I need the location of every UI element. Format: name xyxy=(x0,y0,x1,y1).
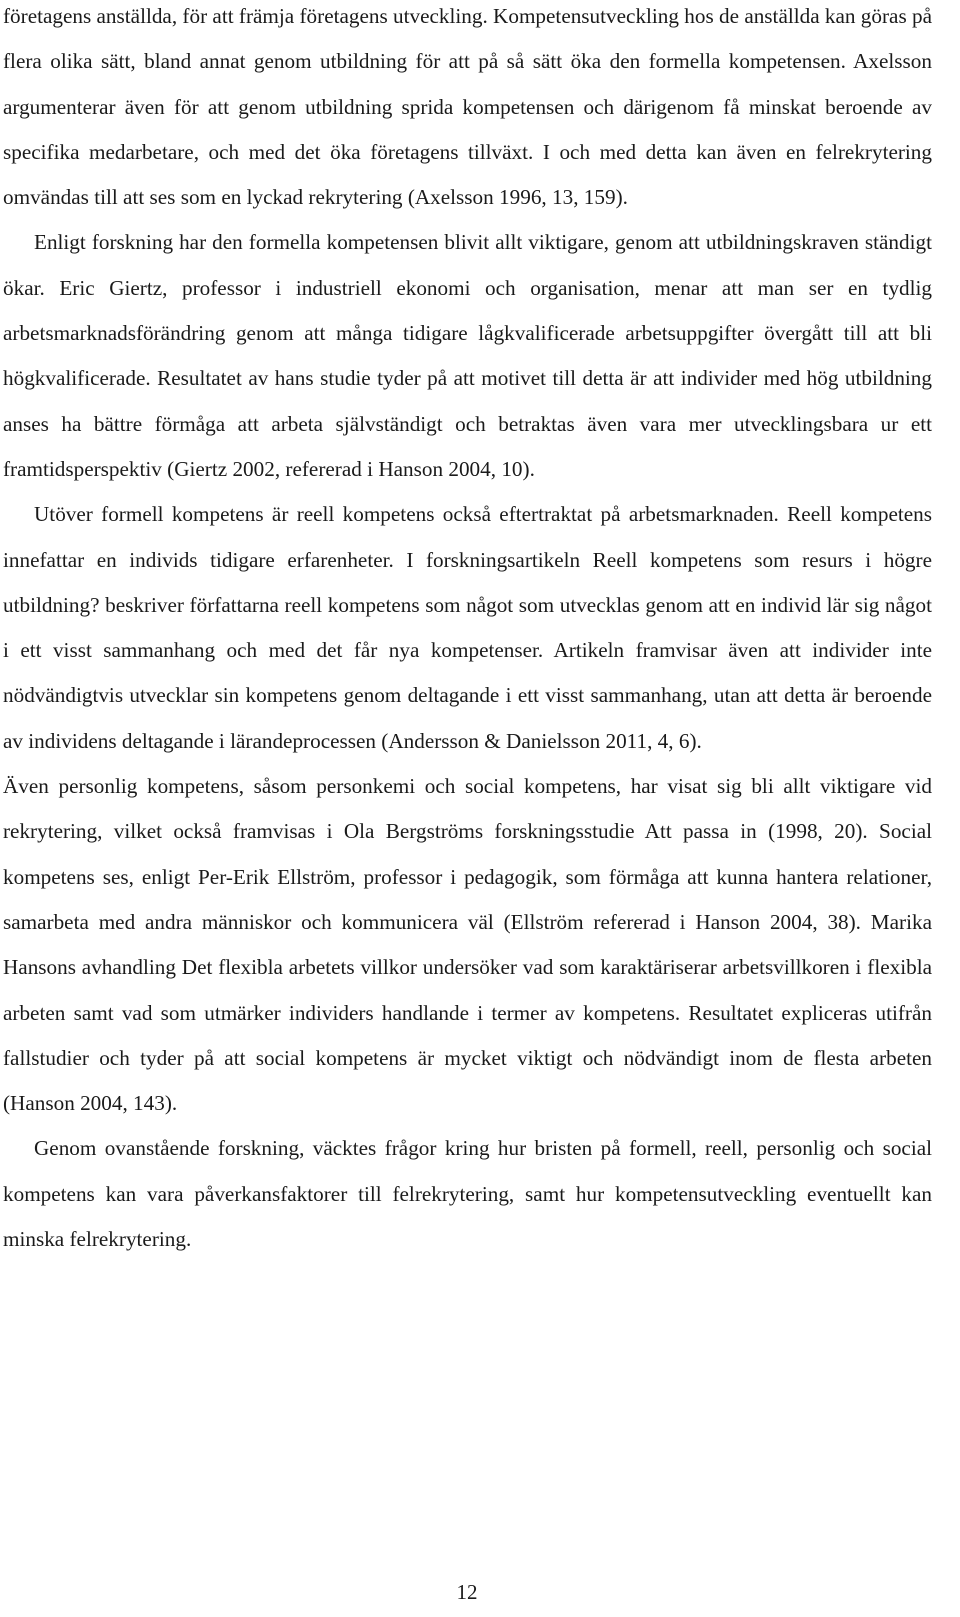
paragraph: Enligt forskning har den formella kompetensen blivit allt viktigare, genom att utbildningskraven ständigt ökar. Eric Giertz, professor i industriell ekonomi och organisation, menar att man ser en tydlig arbetsmarknadsförändring genom att många tidigare lågkvalificerade arbetsuppgifter övergått till att bli högkvalificerade. Resultatet av hans studie tyder på att motivet till detta är att individer med hög utbildning anses ha bättre förmåga att arbeta självständigt och betraktas även vara mer utvecklingsbara ur ett framtidsperspektiv (Giertz 2002, refererad i Hanson 2004, 10). xyxy=(3,230,932,481)
paragraph: Även personlig kompetens, såsom personkemi och social kompetens, har visat sig bli allt viktigare vid rekrytering, vilket också framvisas i Ola Bergströms forskningsstudie Att passa in (1998, 20). Social kompetens ses, enligt Per-Erik Ellström, professor i pedagogik, som förmåga att kunna hantera relationer, samarbeta med andra människor och kommunicera väl (Ellström refererad i Hanson 2004, 38). Marika Hansons avhandling Det flexibla arbetets villkor undersöker vad som karaktäriserar arbetsvillkoren i flexibla arbeten samt vad som utmärker individers handlande i termer av kompetens. Resultatet expliceras utifrån fallstudier och tyder på att social kompetens är mycket viktigt och nödvändigt inom de flesta arbeten (Hanson 2004, 143). xyxy=(3,774,932,1116)
paragraph: Genom ovanstående forskning, väcktes frågor kring hur bristen på formell, reell, personlig och social kompetens kan vara påverkansfaktorer till felrekrytering, samt hur kompetensutveckling eventuellt kan minska felrekrytering. xyxy=(3,1136,932,1252)
paragraph: Utöver formell kompetens är reell kompetens också eftertraktat på arbetsmarknaden. Reell kompetens innefattar en individs tidigare erfarenheter. I forskningsartikeln Reell kompetens som resurs i högre utbildning? beskriver författarna reell kompetens som något som utvecklas genom att en individ lär sig något i ett visst sammanhang och med det får nya kompetenser. Artikeln framvisar även att individer inte nödvändigtvis utvecklar sin kompetens genom deltagande i ett visst sammanhang, utan att detta är beroende av individens deltagande i lärandeprocessen (Andersson & Danielsson 2011, 4, 6). xyxy=(3,502,932,753)
paragraph: företagens anställda, för att främja företagens utveckling. Kompetensutveckling hos de anställda kan göras på flera olika sätt, bland annat genom utbildning för att på så sätt öka den formella kompetensen. Axelsson argumenterar även för att genom utbildning sprida kompetensen och därigenom få minskat beroende av specifika medarbetare, och med det öka företagens tillväxt. I och med detta kan även en felrekrytering omvändas till att ses som en lyckad rekrytering (Axelsson 1996, 13, 159). xyxy=(3,4,932,210)
page-number: 12 xyxy=(456,1580,478,1604)
body-text xyxy=(3,0,932,1262)
